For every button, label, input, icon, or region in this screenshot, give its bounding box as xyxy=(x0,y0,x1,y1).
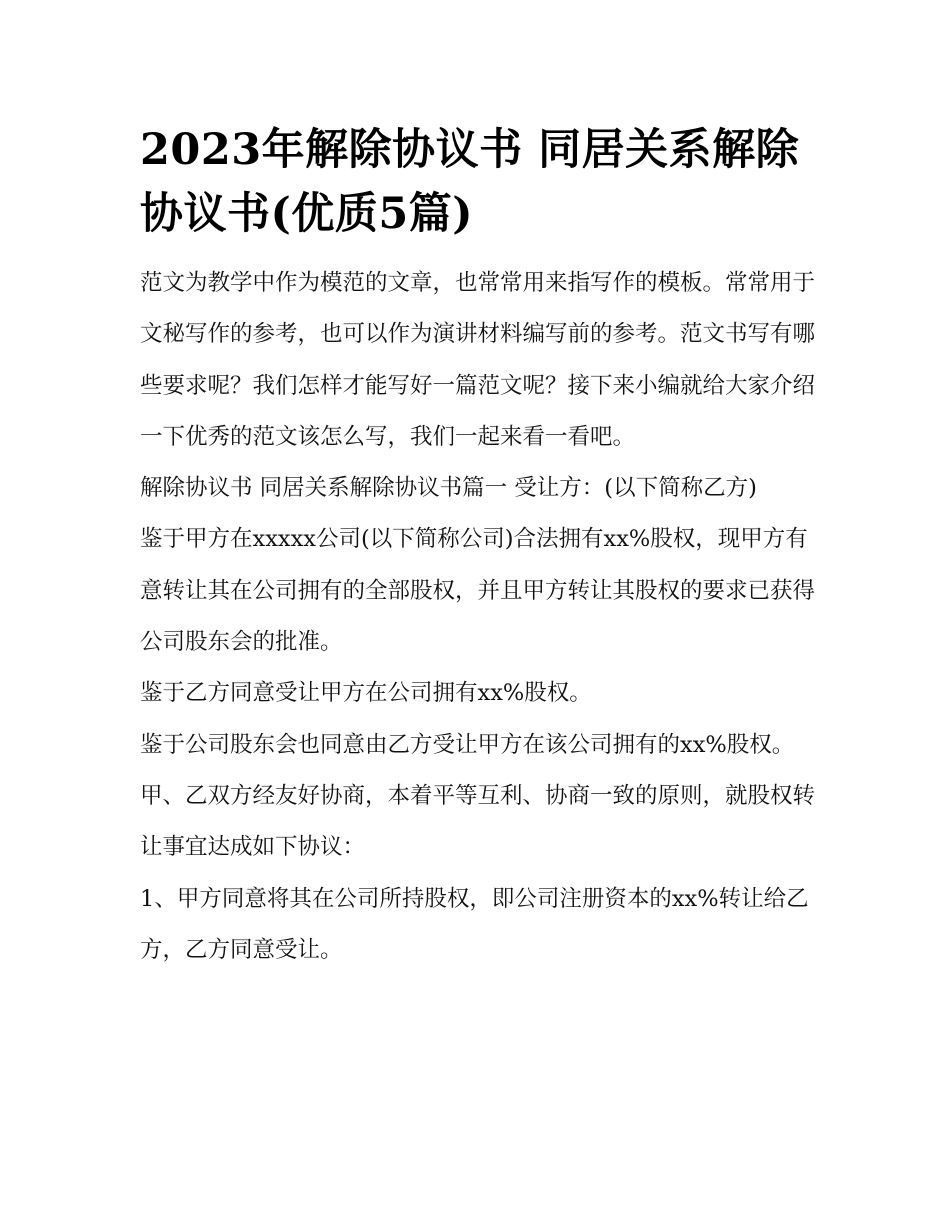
paragraph-intro: 范文为教学中作为模范的文章，也常常用来指写作的模板。常常用于文秘写作的参考，也可以作为演讲材料编写前的参考。范文书写有哪些要求呢？我们怎样才能写好一篇范文呢？接下来小编就给大家介绍一下优秀的范文该怎么写，我们一起来看一看吧。 xyxy=(140,270,816,450)
paragraph-recital-1: 鉴于甲方在xxxxx公司(以下简称公司)合法拥有xx%股权，现甲方有意转让其在公司拥有的全部股权，并且甲方转让其股权的要求已获得公司股东会的批准。 xyxy=(140,526,816,656)
document-body xyxy=(140,118,820,976)
paragraph-recital-2: 鉴于乙方同意受让甲方在公司拥有xx%股权。 xyxy=(140,680,592,707)
paragraph-recital-3: 鉴于公司股东会也同意由乙方受让甲方在该公司拥有的xx%股权。甲、乙双方经友好协商，本着平等互利、协商一致的原则，就股权转让事宜达成如下协议： xyxy=(140,731,816,861)
document-title: 2023年解除协议书 同居关系解除协议书(优质5篇) xyxy=(140,125,800,239)
paragraph-section-heading: 解除协议书 同居关系解除协议书篇一 受让方：(以下简称乙方) xyxy=(140,475,757,502)
paragraph-clause-1: 1、甲方同意将其在公司所持股权，即公司注册资本的xx%转让给乙方，乙方同意受让。 xyxy=(140,885,809,963)
